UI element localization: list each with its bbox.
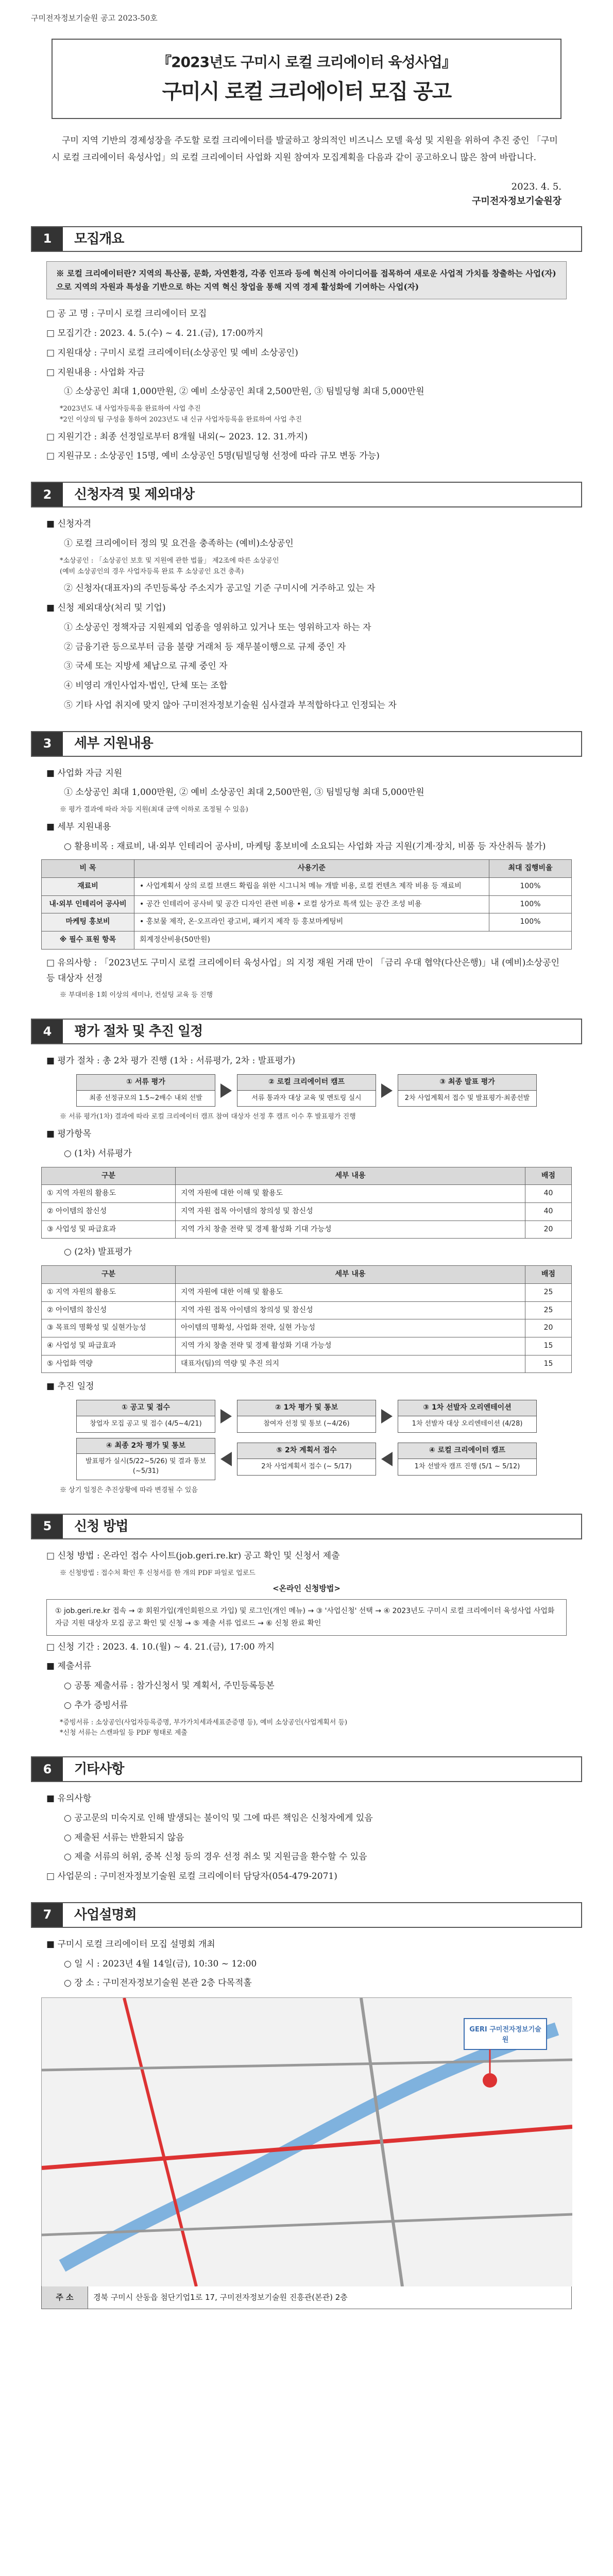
table-cell: 지역 자원에 대한 이해 및 활용도: [176, 1185, 525, 1203]
table-header: 구분: [42, 1167, 176, 1185]
eval-table-2: [41, 1265, 572, 1373]
info-row: ■ 제출서류: [46, 1661, 92, 1672]
schedule-step: [76, 1400, 215, 1433]
info-row: ○ 공고문의 미숙지로 인해 발생되는 불이익 및 그에 따른 책임은 신청자에게 있음: [64, 1812, 373, 1823]
section-6-header: [31, 1756, 582, 1782]
info-row: ■ 신청 제외대상(처리 및 기업): [46, 603, 166, 614]
info-row: ■ 세부 지원내용: [46, 821, 111, 832]
info-row: ○ 활용비목 : 재료비, 내·외부 인테리어 공사비, 마케팅 홍보비에 소요되는 사업화 자금 지원(기계·장치, 비품 등 자산취득 불가): [64, 841, 546, 852]
section-number: 1: [32, 227, 63, 251]
schedule-step: [398, 1400, 537, 1433]
section-number: 2: [32, 483, 63, 506]
address-value: 경북 구미시 산동읍 첨단기업1로 17, 구미전자정보기술원 진흥관(본관) 2층: [88, 2286, 572, 2309]
schedule-step-title: ① 공고 및 접수: [77, 1400, 215, 1416]
flow-step-title: ① 서류 평가: [77, 1075, 215, 1091]
table-row: [42, 1301, 572, 1319]
info-row: ⑤ 기타 사업 취지에 맞지 않아 구미전자정보기술원 심사결과 부적합하다고 인정되는 자: [64, 700, 397, 710]
online-guide: ① job.geri.re.kr 접속 → ② 회원가입(개인회원으로 가입) 및 로그인(개인 메뉴) → ③ '사업신청' 선택 → ④ 2023년도 구미시 로컬 크리에이터 육성사업 사업화자금 지원 대상자 모집 공고 확인 및 신청 → ⑤ 제출 서류 업로드 → ⑥ 신청 완료 확인: [46, 1599, 567, 1636]
table-cell: 40: [525, 1185, 572, 1203]
arrow-right-icon: [381, 1409, 393, 1423]
flow-step: [76, 1074, 215, 1107]
flow-step-desc: 2차 사업계획서 접수 및 발표평가·최종선발: [404, 1094, 530, 1102]
table-cell: 재료비: [42, 878, 134, 896]
info-row: □ 사업문의 : 구미전자정보기술원 로컬 크리에이터 담당자(054-479-2071): [46, 1871, 337, 1882]
footnote: ※ 평가 결과에 따라 차등 지원(최대 금액 이하로 조정될 수 있음): [60, 806, 248, 814]
issuer: 구미전자정보기술원장: [472, 195, 561, 207]
info-row: □ 유의사항 : 「2023년도 구미시 로컬 크리에이터 육성사업」의 지정 재원 거래 만이 「금리 우대 협약(다산은행)」내 (예비)소상공인 등 대상자 선정: [46, 957, 560, 984]
info-row: ○ (1차) 서류평가: [64, 1148, 132, 1159]
definition-note: ※ 로컬 크리에이터란? 지역의 특산품, 문화, 자연환경, 각종 인프라 등에 혁신적 아이디어를 접목하여 새로운 사업적 가치를 창출하는 사업(자)으로 지역의 자원과 특성을 기반으로 하는 지역 혁신 창업을 통해 지역 경제 활성화에 기여하는 사업(자): [46, 261, 567, 300]
footnote: *신청 서류는 스캔파일 등 PDF 형태로 제출: [60, 1729, 188, 1737]
table-cell: 20: [525, 1221, 572, 1239]
table-header: 비 목: [42, 860, 134, 878]
table-cell: 20: [525, 1319, 572, 1337]
table-header: 최대 집행비율: [489, 860, 572, 878]
info-row: ■ 구미시 로컬 크리에이터 모집 설명회 개최: [46, 1939, 215, 1950]
announce-date: 2023. 4. 5.: [511, 181, 561, 192]
footnote: ※ 부대비용 1회 이상의 세미나, 컨설팅 교육 등 진행: [60, 991, 213, 999]
section-5-header: [31, 1514, 582, 1539]
intro-paragraph: 구미 지역 기반의 경제성장을 주도할 로컬 크리에이터를 발굴하고 창의적인 비즈니스 모델 육성 및 지원을 위하여 추진 중인 「구미시 로컬 크리에이터 육성사업」의 로컬 크리에이터 사업화 지원 참여자 모집계획을 다음과 같이 공고하오니 많은 참여 바랍니다.: [52, 135, 558, 163]
info-row: ○ 일 시 : 2023년 4월 14일(금), 10:30 ~ 12:00: [64, 1958, 257, 1969]
table-cell: ① 지역 자원의 활용도: [42, 1185, 176, 1203]
section-3-header: [31, 731, 582, 757]
table-cell: 지역 자원 접목 아이템의 창의성 및 참신성: [176, 1301, 525, 1319]
info-row: ○ 공통 제출서류 : 참가신청서 및 계획서, 주민등록등본: [64, 1681, 275, 1691]
table-cell: ④ 사업성 및 파급효과: [42, 1337, 176, 1355]
flow-step-title: ③ 최종 발표 평가: [398, 1075, 536, 1091]
info-row: ① 소상공인 최대 1,000만원, ② 예비 소상공인 최대 2,500만원, ③ 팀빌딩형 최대 5,000만원: [64, 386, 424, 397]
flow-step-desc: 서류 통과자 대상 교육 및 멘토링 실시: [251, 1094, 362, 1102]
info-row: ② 신청자(대표자)의 주민등록상 주소지가 공고일 기준 구미시에 거주하고 있는 자: [64, 583, 376, 594]
schedule-flow-2: [46, 1438, 567, 1480]
table-cell: 15: [525, 1355, 572, 1373]
page-title: 구미시 로컬 크리에이터 모집 공고: [162, 79, 451, 104]
info-row: □ 지원기간 : 최종 선정일로부터 8개월 내외(~ 2023. 12. 31.까지): [46, 431, 308, 442]
section-title: 사업설명회: [74, 1907, 137, 1923]
info-row: ■ 신청자격: [46, 519, 92, 530]
info-row: ② 금융기관 등으로부터 금융 불량 거래처 등 재무불이행으로 규제 중인 자: [64, 641, 346, 652]
table-row: [42, 931, 572, 950]
info-row: ○ 제출된 서류는 반환되지 않음: [64, 1832, 184, 1843]
table-cell: ② 아이템의 참신성: [42, 1203, 176, 1221]
section-7-header: [31, 1902, 582, 1928]
table-header: 배점: [525, 1167, 572, 1185]
table-row: [42, 913, 572, 931]
table-cell: 대표자(팀)의 역량 및 추진 의지: [176, 1355, 525, 1373]
flow-step: [237, 1074, 376, 1107]
section-number: 4: [32, 1020, 63, 1043]
footnote: *소상공인 : 「소상공인 보호 및 지원에 관한 법률」 제2조에 따른 소상공인: [60, 556, 279, 565]
table-cell: 40: [525, 1203, 572, 1221]
schedule-step: [76, 1438, 215, 1480]
footnote: *증빙서류 : 소상공인(사업자등록증명, 부가가치세과세표준증명 등), 예비 소상공인(사업계획서 등): [60, 1718, 348, 1726]
table-header: 구분: [42, 1266, 176, 1284]
info-row: □ 지원규모 : 소상공인 15명, 예비 소상공인 5명(팀빌딩형 선정에 따라 규모 변동 가능): [46, 451, 380, 462]
table-cell: ③ 사업성 및 파급효과: [42, 1221, 176, 1239]
schedule-step-desc: 2차 사업계획서 접수 (~ 5/17): [261, 1462, 352, 1470]
flow-step-desc: 최종 선정규모의 1.5~2배수 내외 선발: [89, 1094, 202, 1102]
evaluation-flow: [46, 1074, 567, 1107]
table-cell: 15: [525, 1337, 572, 1355]
table-row: [42, 1185, 572, 1203]
info-row: ■ 평가항목: [46, 1129, 92, 1140]
arrow-right-icon: [381, 1083, 393, 1098]
footnote: ※ 서류 평가(1차) 결과에 따라 로컬 크리에이터 캠프 참여 대상자 선정 후 캠프 이수 후 발표평가 진행: [60, 1113, 356, 1121]
table-row: [42, 1203, 572, 1221]
info-row: ■ 평가 절차 : 총 2차 평가 진행 (1차 : 서류평가, 2차 : 발표평가): [46, 1056, 296, 1066]
section-number: 6: [32, 1757, 63, 1781]
info-row: ○ 제출 서류의 허위, 중복 신청 등의 경우 선정 취소 및 지원금을 환수할 수 있음: [64, 1852, 367, 1862]
section-title: 신청자격 및 제외대상: [74, 487, 195, 503]
table-cell: 지역 가치 창출 전략 및 경제 활성화 기대 가능성: [176, 1221, 525, 1239]
footnote: ※ 상기 일정은 추진상황에 따라 변경될 수 있음: [60, 1486, 198, 1494]
schedule-step-desc: 1차 선발자 캠프 진행 (5/1 ~ 5/12): [414, 1462, 520, 1470]
info-row: ■ 추진 일정: [46, 1381, 94, 1392]
table-row: [42, 1221, 572, 1239]
table-cell: • 공간 인테리어 공사비 및 공간 디자인 관련 비용 • 로컬 상가로 특색 있는 공간 조성 비용: [134, 895, 489, 913]
table-cell: 25: [525, 1283, 572, 1301]
section-number: 3: [32, 732, 63, 756]
info-row: □ 모집기간 : 2023. 4. 5.(수) ~ 4. 21.(금), 17:00까지: [46, 328, 264, 339]
table-header: 배점: [525, 1266, 572, 1284]
address-key: 주 소: [42, 2286, 88, 2309]
table-cell: 회계정산비용(50만원): [134, 931, 572, 950]
schedule-step-title: ④ 최종 2차 평가 및 통보: [77, 1438, 215, 1454]
table-cell: 100%: [489, 913, 572, 931]
schedule-step-desc: 창업자 모집 공고 및 접수 (4/5~4/21): [90, 1419, 202, 1428]
support-table: [41, 859, 572, 949]
info-row: ④ 비영리 개인사업자·법인, 단체 또는 조합: [64, 681, 228, 691]
table-row: [42, 1337, 572, 1355]
flow-step: [398, 1074, 537, 1107]
schedule-step: [237, 1443, 376, 1476]
info-row: ○ 장 소 : 구미전자정보기술원 본관 2층 다목적홀: [64, 1978, 252, 1989]
info-row: ○ (2차) 발표평가: [64, 1247, 132, 1258]
footnote: ※ 신청방법 : 접수처 확인 후 신청서를 한 개의 PDF 파일로 업로드: [60, 1569, 256, 1577]
info-row: ① 소상공인 정책자금 지원제외 업종을 영위하고 있거나 또는 영위하고자 하는 자: [64, 622, 371, 633]
arrow-left-icon: [381, 1452, 393, 1466]
schedule-step-title: ④ 로컬 크리에이터 캠프: [398, 1443, 536, 1459]
schedule-step: [237, 1400, 376, 1433]
arrow-right-icon: [220, 1083, 232, 1098]
schedule-step: [398, 1443, 537, 1476]
flow-step-title: ② 로컬 크리에이터 캠프: [237, 1075, 376, 1091]
table-row: [42, 895, 572, 913]
table-row: [42, 1319, 572, 1337]
section-1-header: [31, 226, 582, 252]
info-row: □ 신청 기간 : 2023. 4. 10.(월) ~ 4. 21.(금), 17:00 까지: [46, 1641, 275, 1652]
table-cell: • 홍보물 제작, 온·오프라인 광고비, 패키지 제작 등 홍보마케팅비: [134, 913, 489, 931]
section-number: 7: [32, 1903, 63, 1927]
section-title: 기타사항: [74, 1761, 124, 1777]
arrow-left-icon: [220, 1452, 232, 1466]
location-map: [41, 1997, 572, 2286]
table-cell: ※ 필수 표원 항목: [42, 931, 134, 950]
table-row: [42, 1283, 572, 1301]
section-title: 세부 지원내용: [74, 736, 153, 752]
table-cell: 지역 자원에 대한 이해 및 활용도: [176, 1283, 525, 1301]
table-cell: ③ 목표의 명확성 및 실현가능성: [42, 1319, 176, 1337]
table-cell: 내·외부 인테리어 공사비: [42, 895, 134, 913]
info-row: □ 공 고 명 : 구미시 로컬 크리에이터 모집: [46, 309, 207, 319]
schedule-step-title: ③ 1차 선발자 오리엔테이션: [398, 1400, 536, 1416]
table-header: 사용기준: [134, 860, 489, 878]
schedule-step-title: ② 1차 평가 및 통보: [237, 1400, 376, 1416]
table-row: [42, 2286, 572, 2309]
info-row: ① 소상공인 최대 1,000만원, ② 예비 소상공인 최대 2,500만원, ③ 팀빌딩형 최대 5,000만원: [64, 787, 424, 798]
arrow-right-icon: [220, 1409, 232, 1423]
table-cell: 100%: [489, 895, 572, 913]
table-cell: • 사업계획서 상의 로컬 브랜드 확립을 위한 시그니처 메뉴 개발 비용, 로컬 컨텐츠 제작 비용 등 재료비: [134, 878, 489, 896]
info-row: □ 지원내용 : 사업화 자금: [46, 367, 145, 378]
schedule-step-title: ⑤ 2차 계획서 접수: [237, 1443, 376, 1459]
table-cell: ② 아이템의 참신성: [42, 1301, 176, 1319]
info-row: ■ 사업화 자금 지원: [46, 768, 123, 778]
section-4-header: [31, 1019, 582, 1044]
info-row: ■ 유의사항: [46, 1793, 92, 1804]
schedule-step-desc: 발표평가 실시(5/22~5/26) 및 결과 통보(~5/31): [85, 1458, 207, 1476]
title-sub: 『2023년도 구미시 로컬 크리에이터 육성사업』: [157, 54, 456, 71]
footnote: (예비 소상공인의 경우 사업자등록 완료 후 소상공인 요건 충족): [60, 567, 244, 575]
eval-table-1: [41, 1167, 572, 1239]
address-table: [41, 2286, 572, 2309]
table-cell: 지역 자원 접목 아이템의 창의성 및 참신성: [176, 1203, 525, 1221]
info-row: ○ 추가 증빙서류: [64, 1700, 128, 1710]
table-cell: 지역 가치 창출 전략 및 경제 활성화 기대 가능성: [176, 1337, 525, 1355]
publication-number: 구미전자정보기술원 공고 2023-50호: [31, 13, 158, 23]
section-title: 신청 방법: [74, 1518, 128, 1534]
table-cell: 100%: [489, 878, 572, 896]
info-row: □ 신청 방법 : 온라인 접수 사이트(job.geri.re.kr) 공고 확인 및 신청서 제출: [46, 1550, 340, 1561]
table-cell: 마케팅 홍보비: [42, 913, 134, 931]
table-header-row: [42, 860, 572, 878]
table-header: 세부 내용: [176, 1167, 525, 1185]
table-row: [42, 1355, 572, 1373]
info-row: ① 로컬 크리에이터 정의 및 요건을 충족하는 (예비)소상공인: [64, 538, 294, 549]
table-cell: 25: [525, 1301, 572, 1319]
schedule-step-desc: 참여자 선정 및 통보 (~4/26): [263, 1419, 350, 1428]
info-row: □ 지원대상 : 구미시 로컬 크리에이터(소상공인 및 예비 소상공인): [46, 347, 298, 358]
footnote: *2인 이상의 팀 구성을 통하여 2023년도 내 신규 사업자등록을 완료하여 사업 추진: [60, 415, 302, 423]
table-header: 세부 내용: [176, 1266, 525, 1284]
map-label: GERI 구미전자정보기술원: [469, 2026, 541, 2044]
table-row: [42, 878, 572, 896]
info-row: ③ 국세 또는 지방세 체납으로 규제 중인 자: [64, 661, 228, 672]
schedule-flow-1: [46, 1400, 567, 1433]
section-2-header: [31, 482, 582, 507]
section-number: 5: [32, 1515, 63, 1538]
table-header-row: [42, 1266, 572, 1284]
title-box: [52, 39, 561, 118]
table-cell: ⑤ 사업화 역량: [42, 1355, 176, 1373]
table-header-row: [42, 1167, 572, 1185]
table-cell: 아이템의 명확성, 사업화 전략, 실현 가능성: [176, 1319, 525, 1337]
signature: [52, 180, 561, 209]
section-title: 모집개요: [74, 231, 124, 247]
schedule-step-desc: 1차 선발자 대상 오리엔테이션 (4/28): [412, 1419, 523, 1428]
footnote: *2023년도 내 사업자등록을 완료하여 사업 추진: [60, 405, 201, 413]
guide-title: <온라인 신청방법>: [273, 1584, 340, 1594]
table-cell: ① 지역 자원의 활용도: [42, 1283, 176, 1301]
section-title: 평가 절차 및 추진 일정: [74, 1023, 203, 1039]
